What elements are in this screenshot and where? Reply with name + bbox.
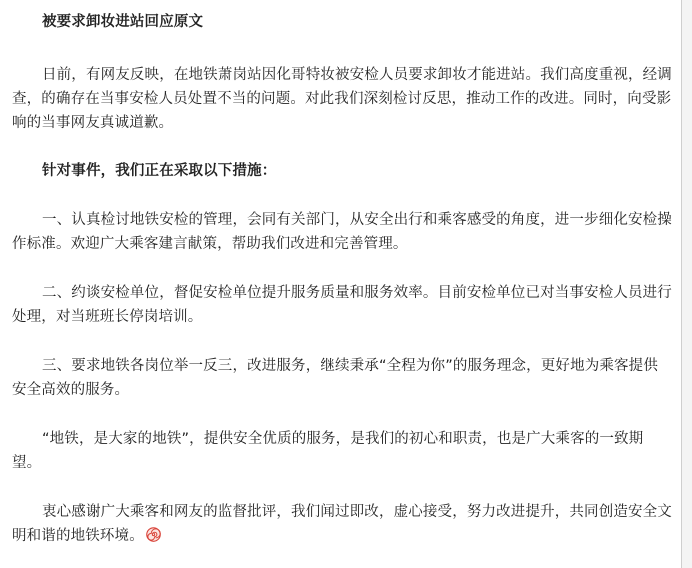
article-title: 被要求卸妆进站回应原文 bbox=[42, 14, 204, 30]
paragraph-intro-line-3: 响的当事网友真诚道歉。 bbox=[12, 115, 174, 131]
spiral-emoticon-icon bbox=[146, 527, 161, 542]
paragraph-intro-line-2: 查，的确存在当事安检人员处置不当的问题。对此我们深刻检讨反思，推动工作的改进。同时，向受影 bbox=[12, 91, 672, 107]
measure-1-line-1: 一、认真检讨地铁安检的管理，会同有关部门，从安全出行和乘客感受的角度，进一步细化安检操 bbox=[42, 212, 672, 228]
measures-heading: 针对事件，我们正在采取以下措施： bbox=[42, 163, 277, 179]
paragraph-intro-line-1: 日前，有网友反映，在地铁萧岗站因化哥特妆被安检人员要求卸妆才能进站。我们高度重视，经调 bbox=[42, 67, 672, 83]
measure-2-line-2: 处理，对当班班长停岗培训。 bbox=[12, 309, 203, 325]
slogan-line-2: 望。 bbox=[12, 455, 42, 471]
measure-2-line-1: 二、约谈安检单位，督促安检单位提升服务质量和服务效率。目前安检单位已对当事安检人员进行 bbox=[42, 285, 672, 301]
slogan-line-1: “地铁，是大家的地铁”，提供安全优质的服务，是我们的初心和职责，也是广大乘客的一致期 bbox=[42, 431, 644, 447]
thanks-line-2 bbox=[12, 526, 672, 546]
measure-1-line-2: 作标准。欢迎广大乘客建言献策，帮助我们改进和完善管理。 bbox=[12, 236, 408, 252]
scrollbar-track[interactable] bbox=[682, 0, 692, 568]
measure-3-line-2: 安全高效的服务。 bbox=[12, 382, 130, 398]
thanks-line-1: 衷心感谢广大乘客和网友的监督批评，我们闻过即改，虚心接受，努力改进提升，共同创造安全文 bbox=[42, 504, 672, 520]
measure-3-line-1: 三、要求地铁各岗位举一反三，改进服务，继续秉承“全程为你”的服务理念，更好地为乘客提供 bbox=[42, 358, 658, 374]
thanks-line-2-text: 明和谐的地铁环境。 bbox=[12, 528, 144, 544]
